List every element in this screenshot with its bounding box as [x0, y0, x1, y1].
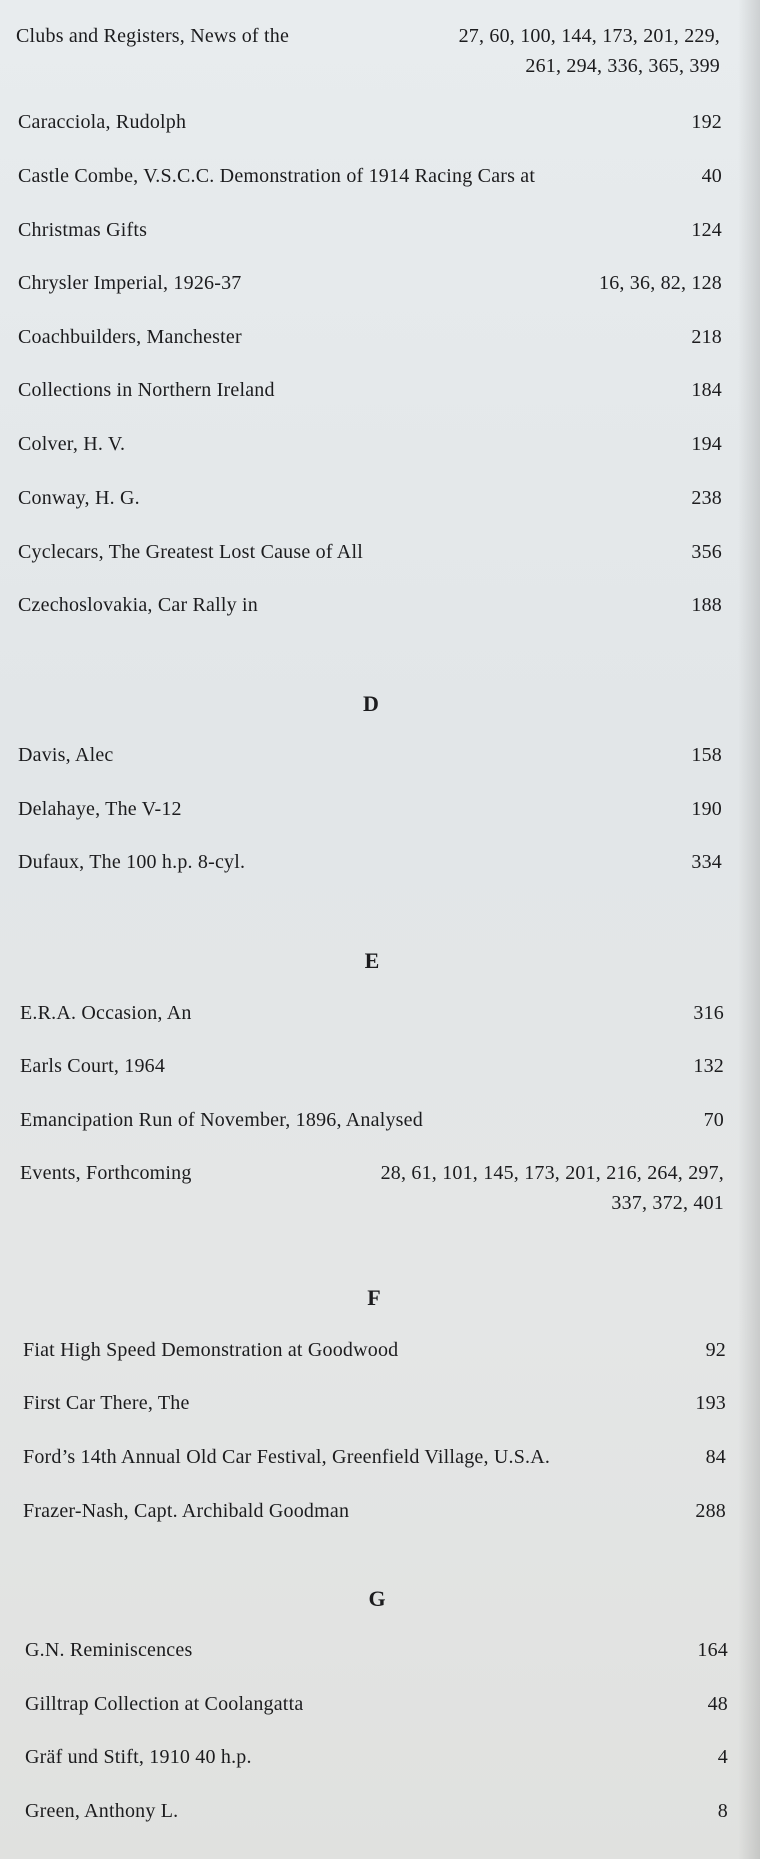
entry-pages: 194: [691, 433, 722, 455]
entry-title: Conway, H. G.: [18, 487, 140, 509]
entry-title: Caracciola, Rudolph: [18, 111, 187, 133]
entry-pages: 238: [691, 487, 722, 509]
entry-pages-line: 261, 294, 336, 365, 399: [525, 55, 720, 77]
entry-pages: 70: [703, 1109, 724, 1131]
entry-pages: 16, 36, 82, 128: [599, 272, 722, 294]
entry-title: Gilltrap Collection at Coolangatta: [25, 1693, 304, 1715]
entry-title: Dufaux, The 100 h.p. 8-cyl.: [18, 851, 246, 873]
entry-pages: 356: [691, 541, 722, 563]
entry-title: Ford’s 14th Annual Old Car Festival, Greenfield Village, U.S.A.: [23, 1446, 551, 1468]
section-letter-f: F: [367, 1285, 381, 1310]
entry-pages: 84: [705, 1446, 726, 1468]
entry-pages: 124: [691, 219, 722, 241]
entry-title: Events, Forthcoming: [20, 1162, 192, 1184]
entry-title: G.N. Reminiscences: [25, 1639, 193, 1661]
entry-pages: 40: [701, 165, 722, 187]
entry-pages: 48: [707, 1693, 728, 1715]
entry-title: Collections in Northern Ireland: [18, 379, 275, 401]
entry-pages: 288: [695, 1500, 726, 1522]
entry-title: Castle Combe, V.S.C.C. Demonstration of 1914 Racing Cars at: [18, 165, 536, 187]
entry-title: Cyclecars, The Greatest Lost Cause of All: [18, 541, 363, 563]
section-letter-g: G: [368, 1586, 386, 1611]
entry-title: Davis, Alec: [18, 744, 114, 766]
entry-title: First Car There, The: [23, 1392, 190, 1414]
entry-pages: 190: [691, 798, 722, 820]
entry-pages: 4: [717, 1746, 728, 1768]
entry-pages: 184: [691, 379, 722, 401]
entry-pages: [459, 21, 720, 81]
entry-title: Earls Court, 1964: [20, 1055, 166, 1077]
entry-title: Clubs and Registers, News of the: [16, 25, 290, 47]
entry-pages: 218: [691, 326, 722, 348]
entry-title: Colver, H. V.: [18, 433, 126, 455]
entry-title: Coachbuilders, Manchester: [18, 326, 242, 348]
entry-pages: 334: [691, 851, 722, 873]
entry-pages: 188: [691, 594, 722, 616]
entry-pages: 193: [695, 1392, 726, 1414]
entry-pages: 164: [697, 1639, 728, 1661]
entry-title: Fiat High Speed Demonstration at Goodwood: [23, 1339, 399, 1361]
page-edge-shadow: [738, 0, 760, 1859]
section-letter-d: D: [363, 691, 379, 716]
entry-title: Czechoslovakia, Car Rally in: [18, 594, 258, 616]
entry-title: Christmas Gifts: [18, 219, 148, 241]
entry-pages-line: 27, 60, 100, 144, 173, 201, 229,: [458, 25, 720, 47]
entry-title: Emancipation Run of November, 1896, Analysed: [20, 1109, 423, 1131]
entry-pages: 132: [693, 1055, 724, 1077]
entry-pages: 8: [717, 1800, 728, 1822]
entry-title: Delahaye, The V-12: [18, 798, 182, 820]
section-letter-e: E: [364, 948, 380, 973]
entry-title: Green, Anthony L.: [25, 1800, 179, 1822]
entry-pages-line: 28, 61, 101, 145, 173, 201, 216, 264, 297,: [380, 1162, 724, 1184]
entry-pages: 92: [705, 1339, 726, 1361]
entry-pages-line: 337, 372, 401: [611, 1192, 724, 1214]
entry-pages: 192: [691, 111, 722, 133]
entry-title: E.R.A. Occasion, An: [20, 1002, 192, 1024]
entry-pages: [381, 1158, 724, 1218]
entry-title: Frazer-Nash, Capt. Archibald Goodman: [23, 1500, 350, 1522]
entry-pages: 316: [693, 1002, 724, 1024]
entry-pages: 158: [691, 744, 722, 766]
entry-title: Chrysler Imperial, 1926-37: [18, 272, 242, 294]
entry-title: Gräf und Stift, 1910 40 h.p.: [25, 1746, 252, 1768]
